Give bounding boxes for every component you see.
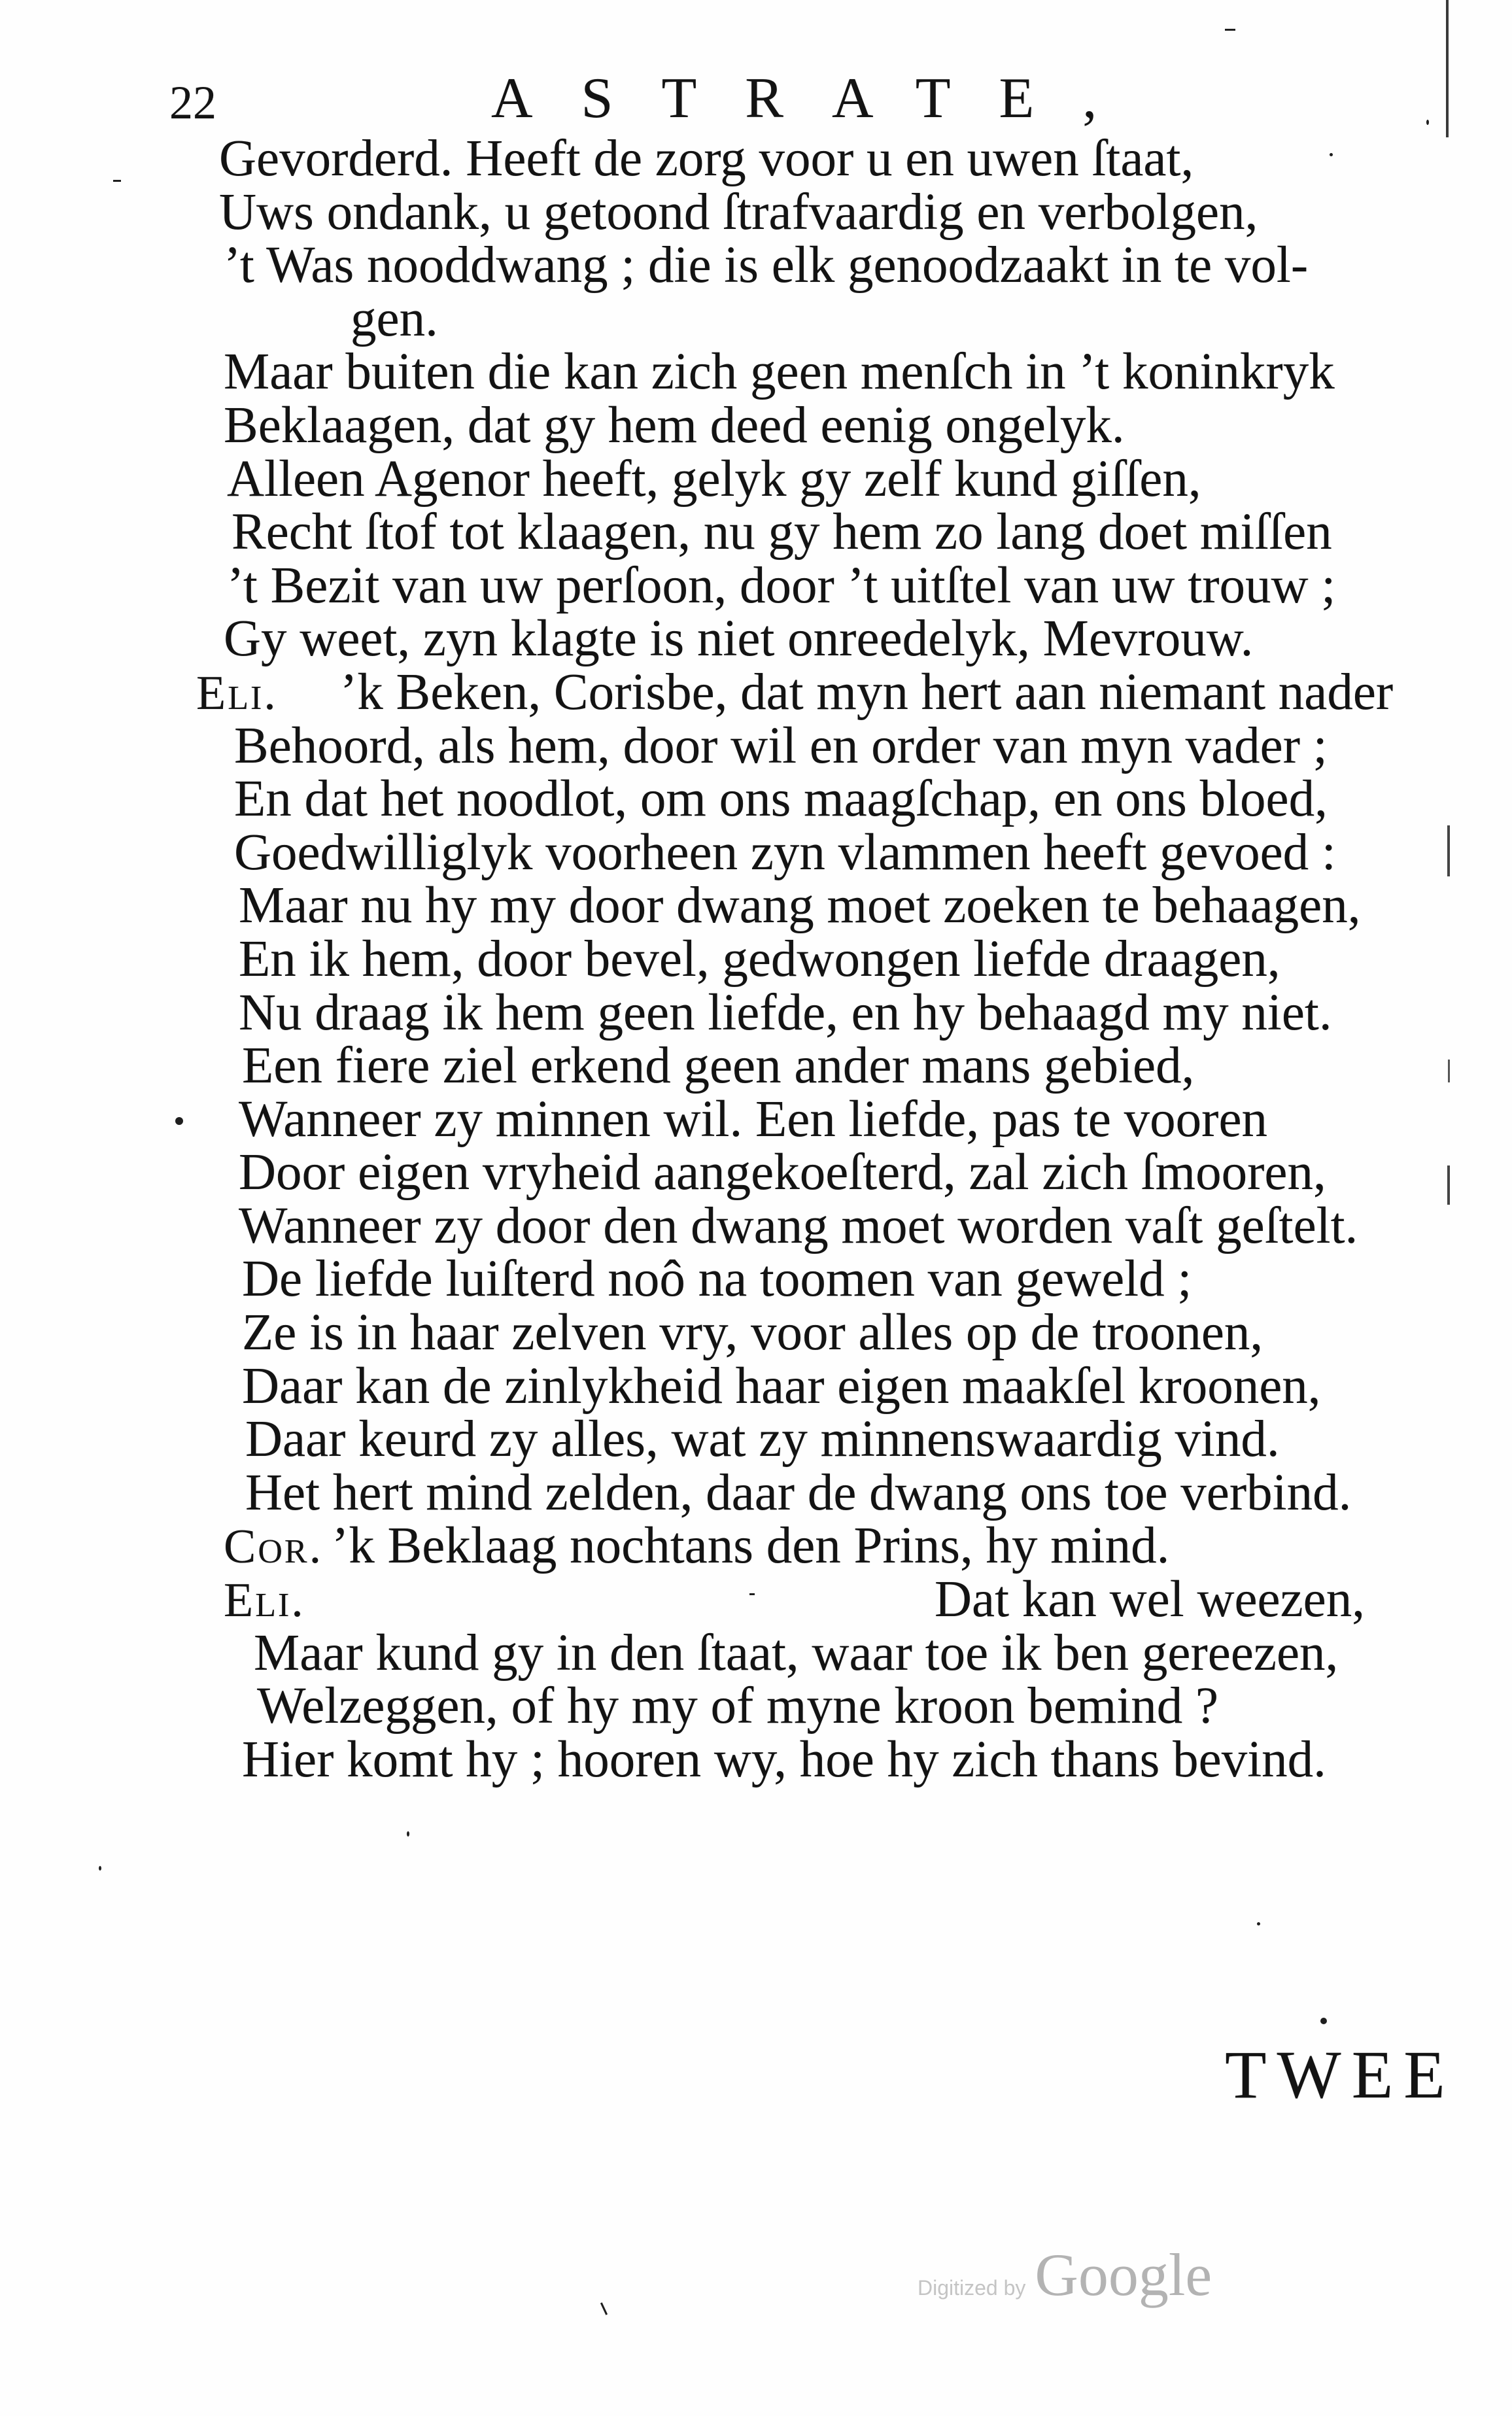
verse-line bbox=[0, 1519, 1512, 1573]
ink-speck bbox=[600, 2302, 608, 2315]
verse-line bbox=[0, 559, 1512, 613]
verse-line bbox=[0, 239, 1512, 292]
digitized-by-label: Digitized by bbox=[918, 2276, 1026, 2300]
bleed-mark bbox=[1447, 1165, 1450, 1205]
verse-line bbox=[0, 292, 1512, 346]
speaker-name: Cor. bbox=[224, 1520, 324, 1574]
verse-text: Gevorderd. Heeft de zorg voor u en uwen ſtaat, bbox=[219, 130, 1194, 187]
verse-text: Een fiere ziel erkend geen ander mans gebied, bbox=[242, 1037, 1195, 1095]
verse-line bbox=[0, 1733, 1512, 1787]
verse-line bbox=[0, 1680, 1512, 1733]
catchword: TWEE bbox=[1225, 2037, 1456, 2113]
verse-text: En dat het noodlot, om ons maagſchap, en ons bloed, bbox=[234, 770, 1328, 828]
verse-line bbox=[0, 132, 1512, 186]
verse-line bbox=[0, 663, 1512, 721]
ink-speck bbox=[1257, 1922, 1260, 1925]
verse-text: Dat kan wel weezen, bbox=[935, 1571, 1365, 1629]
running-title: ASTRATE, bbox=[491, 67, 1146, 130]
verse-line bbox=[0, 396, 1512, 454]
ink-speck bbox=[1330, 153, 1333, 156]
verse-text: Maar kund gy in den ſtaat, waar toe ik ben gereezen, bbox=[254, 1624, 1339, 1682]
verse-text: ’t Bezit van uw perſoon, door ’t uitſtel van uw trouw ; bbox=[227, 557, 1336, 614]
verse-text: gen. bbox=[351, 290, 438, 347]
google-watermark: Google bbox=[1035, 2241, 1212, 2308]
verse-text: Maar buiten die kan zich geen menſch in ’t koninkryk bbox=[224, 343, 1335, 401]
verse-line bbox=[0, 1146, 1512, 1199]
verse-text: Uws ondank, u getoond ſtrafvaardig en verbolgen, bbox=[219, 183, 1258, 241]
verse-text: Recht ſtof tot klaagen, nu gy hem zo lang doet miſſen bbox=[232, 504, 1332, 561]
ink-speck bbox=[113, 180, 121, 182]
ink-speck bbox=[175, 1117, 183, 1125]
bleed-line bbox=[1446, 0, 1449, 137]
verse-line bbox=[0, 1306, 1512, 1360]
verse-line bbox=[0, 345, 1512, 399]
speaker-name: Eli. bbox=[196, 666, 278, 720]
verse-line bbox=[0, 986, 1512, 1040]
verse-text: Wanneer zy door den dwang moet worden vaſt geſtelt. bbox=[239, 1197, 1358, 1254]
page-number: 22 bbox=[169, 77, 216, 129]
verse-line bbox=[0, 1357, 1512, 1415]
verse-text: De liefde luiſterd noô na toomen van geweld ; bbox=[242, 1251, 1192, 1308]
verse-line bbox=[0, 1624, 1512, 1682]
verse-block bbox=[0, 132, 1512, 1786]
verse-text: Door eigen vryheid aangekoeſterd, zal zich ſmooren, bbox=[239, 1144, 1326, 1201]
digitized-watermark bbox=[918, 2241, 1212, 2308]
verse-line bbox=[0, 1090, 1512, 1148]
verse-text: Nu draag ik hem geen liefde, en hy behaagd my niet. bbox=[239, 984, 1332, 1041]
verse-line bbox=[0, 506, 1512, 559]
verse-line bbox=[0, 1413, 1512, 1466]
ink-speck bbox=[99, 1866, 101, 1871]
verse-text: Gy weet, zyn klagte is niet onreedelyk, Mevrouw. bbox=[224, 610, 1254, 668]
ink-speck bbox=[1225, 29, 1235, 31]
verse-line bbox=[0, 450, 1512, 508]
verse-text: Ze is in haar zelven vry, voor alles op de troonen, bbox=[242, 1304, 1263, 1362]
verse-text: Beklaagen, dat gy hem deed eenig ongelyk. bbox=[224, 396, 1125, 454]
verse-line bbox=[0, 1252, 1512, 1306]
verse-line bbox=[0, 1573, 1512, 1627]
ink-speck bbox=[749, 1593, 755, 1595]
verse-text: Goedwilliglyk voorheen zyn vlammen heeft gevoed : bbox=[234, 823, 1336, 881]
verse-line bbox=[0, 772, 1512, 826]
verse-text: Daar keurd zy alles, wat zy minnenswaardig vind. bbox=[245, 1411, 1280, 1468]
verse-line bbox=[0, 879, 1512, 933]
verse-line bbox=[0, 1199, 1512, 1253]
verse-line bbox=[0, 823, 1512, 881]
verse-text: Daar kan de zinlykheid haar eigen maakſel kroonen, bbox=[242, 1357, 1321, 1415]
verse-line bbox=[0, 1039, 1512, 1093]
verse-line bbox=[0, 612, 1512, 666]
verse-text: Alleen Agenor heeft, gelyk gy zelf kund giſſen, bbox=[227, 450, 1201, 508]
ink-speck bbox=[1426, 120, 1429, 125]
verse-text: Welzeggen, of hy my of myne kroon bemind ? bbox=[257, 1678, 1219, 1735]
verse-line bbox=[0, 930, 1512, 988]
verse-line bbox=[0, 1466, 1512, 1520]
verse-line bbox=[0, 719, 1512, 773]
ink-speck bbox=[407, 1831, 409, 1837]
verse-text: ’k Beken, Corisbe, dat myn hert aan niemant nader bbox=[340, 663, 1394, 721]
verse-text: ’t Was nooddwang ; die is elk genoodzaakt in te vol- bbox=[224, 237, 1309, 294]
verse-text: Maar nu hy my door dwang moet zoeken te behaagen, bbox=[239, 877, 1361, 935]
verse-line bbox=[0, 183, 1512, 241]
verse-text: Wanneer zy minnen wil. Een liefde, pas te vooren bbox=[239, 1090, 1268, 1148]
verse-text: Behoord, als hem, door wil en order van myn vader ; bbox=[234, 717, 1328, 774]
verse-text: Het hert mind zelden, daar de dwang ons toe verbind. bbox=[245, 1464, 1352, 1521]
speaker-name: Eli. bbox=[224, 1574, 305, 1628]
bleed-mark bbox=[1447, 825, 1450, 876]
bleed-mark bbox=[1448, 1060, 1450, 1082]
verse-text: ’k Beklaag nochtans den Prins, hy mind. bbox=[332, 1517, 1170, 1575]
verse-text: En ik hem, door bevel, gedwongen liefde draagen, bbox=[239, 930, 1280, 988]
ink-speck bbox=[1320, 2018, 1327, 2024]
verse-text: Hier komt hy ; hooren wy, hoe hy zich thans bevind. bbox=[242, 1731, 1326, 1788]
